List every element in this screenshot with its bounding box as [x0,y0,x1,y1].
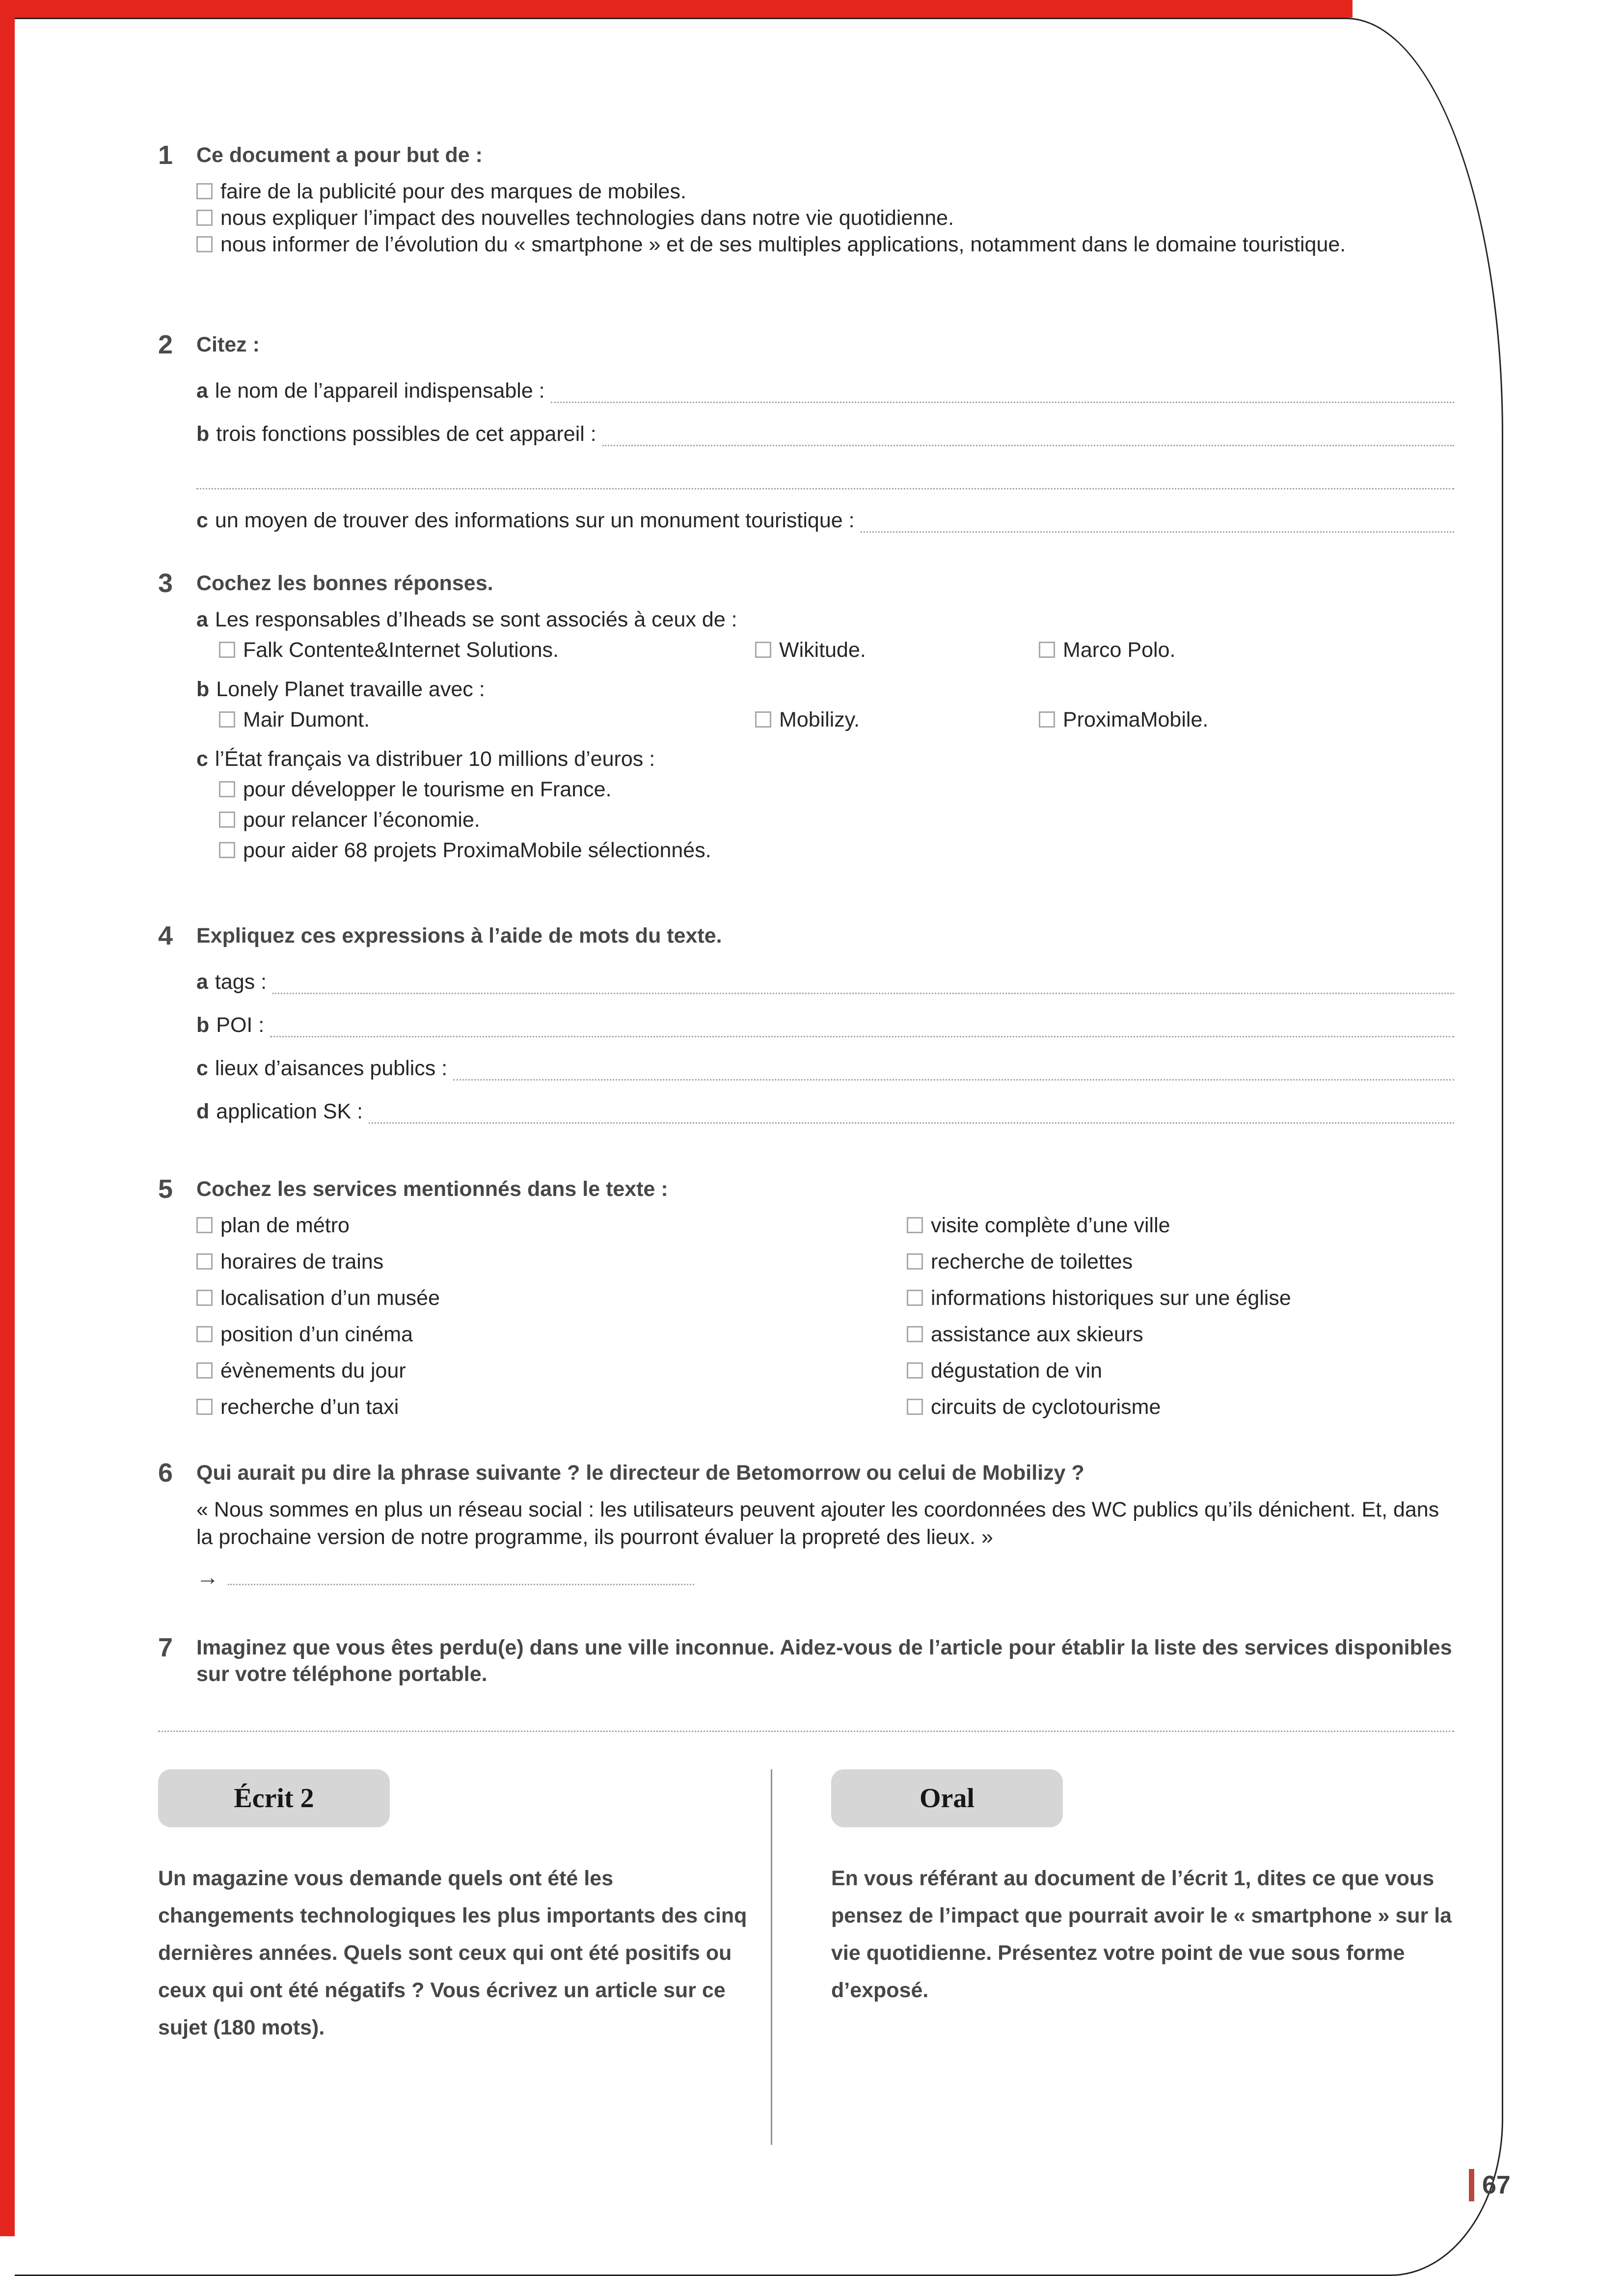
item-letter: a [196,379,208,403]
answer-line[interactable] [861,531,1454,533]
checkbox-option [1039,637,1454,663]
activities-footer [158,1769,1454,2145]
answer-row [196,1564,1454,1590]
checkbox-option [907,1285,1454,1311]
checkbox[interactable] [755,642,771,658]
checkbox-option [219,837,1454,864]
checkbox-option [907,1321,1454,1348]
answer-line[interactable] [228,1584,694,1585]
exercise-7 [158,1634,1454,1687]
item-letter: d [196,1100,210,1123]
checkbox-option [1039,706,1454,733]
exercise-body [196,142,1454,258]
checkbox[interactable] [196,1217,213,1233]
answer-line[interactable] [602,445,1454,446]
checkbox-option [196,205,1454,231]
answer-row [196,368,1454,411]
exercise-6 [158,1460,1454,1590]
red-left-band [0,0,15,2236]
exercise-title: Ce document a pour but de : [196,143,483,167]
item-text: Les responsables d’Iheads se sont associés à ceux de : [215,608,737,631]
option-label: pour aider 68 projets ProximaMobile sélectionnés. [243,839,711,862]
checkbox-option [219,706,755,733]
page-number: 67 [1482,2171,1511,2199]
checkbox[interactable] [907,1326,923,1342]
answer-row [196,1045,1454,1088]
checkbox-option [196,1357,907,1384]
answer-line[interactable] [196,488,1454,489]
exercise-number: 5 [158,1174,173,1204]
option-label: ProximaMobile. [1063,708,1209,732]
exercise-2 [158,331,1454,541]
checkbox[interactable] [219,642,235,658]
checkbox-option [755,706,1039,733]
option-label: localisation d’un musée [220,1286,440,1310]
checkbox[interactable] [196,210,213,226]
item-letter: a [196,608,208,631]
exercise-body [196,1460,1454,1590]
page-number-footer [1469,2169,1511,2201]
exercise-body [196,922,1454,1132]
item-text: POI : [216,1013,265,1037]
workbook-page [15,18,1503,2276]
checkbox-option [196,1248,907,1275]
ecrit-2-instructions: Un magazine vous demande quels ont été les changements technologiques les plus importants des cinq dernières années. Quels sont ceux qui ont été positifs ou ceux qui ont été négatifs ? Vous écrivez un article sur ce sujet (180 mots). [158,1867,747,2039]
exercise-title: Cochez les bonnes réponses. [196,571,493,595]
exercise-body [196,331,1454,541]
exercise-1 [158,142,1454,258]
item-text: trois fonctions possibles de cet appareil : [216,422,596,446]
checkbox[interactable] [219,842,235,858]
item-letter: b [196,422,210,446]
answer-row-continuation [196,454,1454,497]
answer-line[interactable] [453,1079,1454,1081]
checkbox[interactable] [907,1253,923,1270]
checkbox[interactable] [196,236,213,252]
checkbox[interactable] [219,711,235,728]
checkbox-option [907,1357,1454,1384]
item-letter: c [196,747,208,771]
option-label: plan de métro [220,1214,350,1237]
oral-heading: Oral [831,1769,1063,1827]
answer-line[interactable] [272,993,1454,994]
option-label: recherche de toilettes [931,1250,1133,1273]
item-letter: c [196,509,208,532]
exercise-title: Expliquez ces expressions à l’aide de mots du texte. [196,924,722,948]
checkbox-row [219,637,1454,663]
checkbox-option [196,178,1454,205]
item-text: un moyen de trouver des informations sur un monument touristique : [215,509,855,532]
checkbox-list [219,776,1454,864]
exercise-title: Citez : [196,333,260,356]
option-label: faire de la publicité pour des marques de mobiles. [220,180,686,203]
checkbox[interactable] [196,1290,213,1306]
checkbox-row [219,706,1454,733]
oral-instructions: En vous référant au document de l’écrit 1, dites ce que vous pensez de l’impact que pourrait avoir le « smartphone » sur la vie quotidienne. Présentez votre point de vue sous forme d’exposé. [831,1867,1452,2002]
exercise-number: 1 [158,140,173,170]
sub-question [196,676,1454,703]
checkbox-option [907,1394,1454,1420]
checkbox[interactable] [907,1362,923,1379]
checkbox[interactable] [196,1326,213,1342]
checkbox-option [219,776,1454,803]
item-text: l’État français va distribuer 10 millions d’euros : [215,747,655,771]
option-label: circuits de cyclotourisme [931,1395,1161,1419]
option-label: informations historiques sur une église [931,1286,1291,1310]
option-label: évènements du jour [220,1359,406,1382]
checkbox-option [219,637,755,663]
option-label: Mair Dumont. [243,708,370,732]
option-label: Marco Polo. [1063,638,1176,662]
exercise-number: 6 [158,1458,173,1488]
checkbox-option [755,637,1039,663]
exercise-5 [158,1176,1454,1430]
exercise-3 [158,570,1454,864]
item-text: application SK : [216,1100,363,1123]
ecrit-2-heading: Écrit 2 [158,1769,390,1827]
item-text: Lonely Planet travaille avec : [216,677,485,701]
checkbox[interactable] [1039,642,1055,658]
exercise-body [196,570,1454,864]
option-label: assistance aux skieurs [931,1323,1143,1346]
item-text: le nom de l’appareil indispensable : [215,379,545,403]
arrow-icon: → [196,1564,219,1590]
option-label: nous expliquer l’impact des nouvelles technologies dans notre vie quotidienne. [220,206,954,230]
checkbox[interactable] [1039,711,1055,728]
option-label: horaires de trains [220,1250,384,1273]
option-label: nous informer de l’évolution du « smartphone » et de ses multiples applications, notamment dans le domaine touristique. [220,233,1346,256]
answer-row [196,1088,1454,1132]
checkbox-option [196,231,1454,258]
exercise-number: 2 [158,330,173,359]
checkbox[interactable] [219,781,235,797]
checkbox-option [219,807,1454,833]
red-top-band [0,0,1353,18]
checkbox-option [907,1248,1454,1275]
answer-row [196,497,1454,541]
exercise-body [196,1634,1454,1687]
checkbox-option [196,1321,907,1348]
option-label: pour relancer l’économie. [243,808,480,832]
page-content [158,142,1454,2145]
quotation-text: « Nous sommes en plus un réseau social : les utilisateurs peuvent ajouter les coordonnées des WC publics qu’ils dénichent. Et, dans la prochaine version de notre programme, ils pourront évaluer la propreté des lieux. » [196,1498,1439,1549]
checkbox[interactable] [907,1399,923,1415]
exercise-title: Imaginez que vous êtes perdu(e) dans une ville inconnue. Aidez-vous de l’article pour établir la liste des services disponibles sur votre téléphone portable. [196,1636,1452,1686]
item-text: tags : [215,970,267,994]
checkbox-option [196,1394,907,1420]
item-letter: a [196,970,208,994]
item-letter: c [196,1057,208,1080]
option-label: position d’un cinéma [220,1323,413,1346]
answer-line[interactable] [369,1122,1454,1124]
option-label: Falk Contente&Internet Solutions. [243,638,559,662]
option-label: visite complète d’une ville [931,1214,1170,1237]
answer-row [196,411,1454,454]
checkbox[interactable] [196,183,213,199]
sub-question [196,746,1454,772]
option-label: dégustation de vin [931,1359,1103,1382]
exercise-title: Cochez les services mentionnés dans le texte : [196,1177,668,1201]
option-label: pour développer le tourisme en France. [243,778,612,801]
option-label: Mobilizy. [779,708,860,732]
checkbox-option [907,1212,1454,1239]
checkbox[interactable] [196,1362,213,1379]
checkbox[interactable] [907,1290,923,1306]
exercise-number: 7 [158,1633,173,1662]
answer-line[interactable] [270,1036,1454,1037]
exercise-number: 4 [158,921,173,950]
exercise-4 [158,922,1454,1132]
checkbox[interactable] [755,711,771,728]
checkbox[interactable] [196,1253,213,1270]
checkbox[interactable] [907,1217,923,1233]
services-grid [196,1212,1454,1430]
answer-line[interactable] [551,402,1454,403]
exercise-body [196,1176,1454,1430]
exercise-title: Qui aurait pu dire la phrase suivante ? le directeur de Betomorrow ou celui de Mobilizy ? [196,1461,1084,1485]
page-number-bar [1469,2169,1474,2201]
option-label: recherche d’un taxi [220,1395,399,1419]
checkbox[interactable] [219,812,235,828]
sub-question [196,606,1454,633]
checkbox[interactable] [196,1399,213,1415]
checkbox-option [196,1285,907,1311]
answer-line[interactable] [158,1731,1454,1732]
ecrit-column [158,1769,771,2145]
exercise-number: 3 [158,569,173,598]
checkbox-option [196,1212,907,1239]
oral-column [772,1769,1454,2145]
item-letter: b [196,677,210,701]
answer-row [196,959,1454,1002]
option-label: Wikitude. [779,638,866,662]
item-letter: b [196,1013,210,1037]
item-text: lieux d’aisances publics : [215,1057,448,1080]
answer-row [196,1002,1454,1045]
